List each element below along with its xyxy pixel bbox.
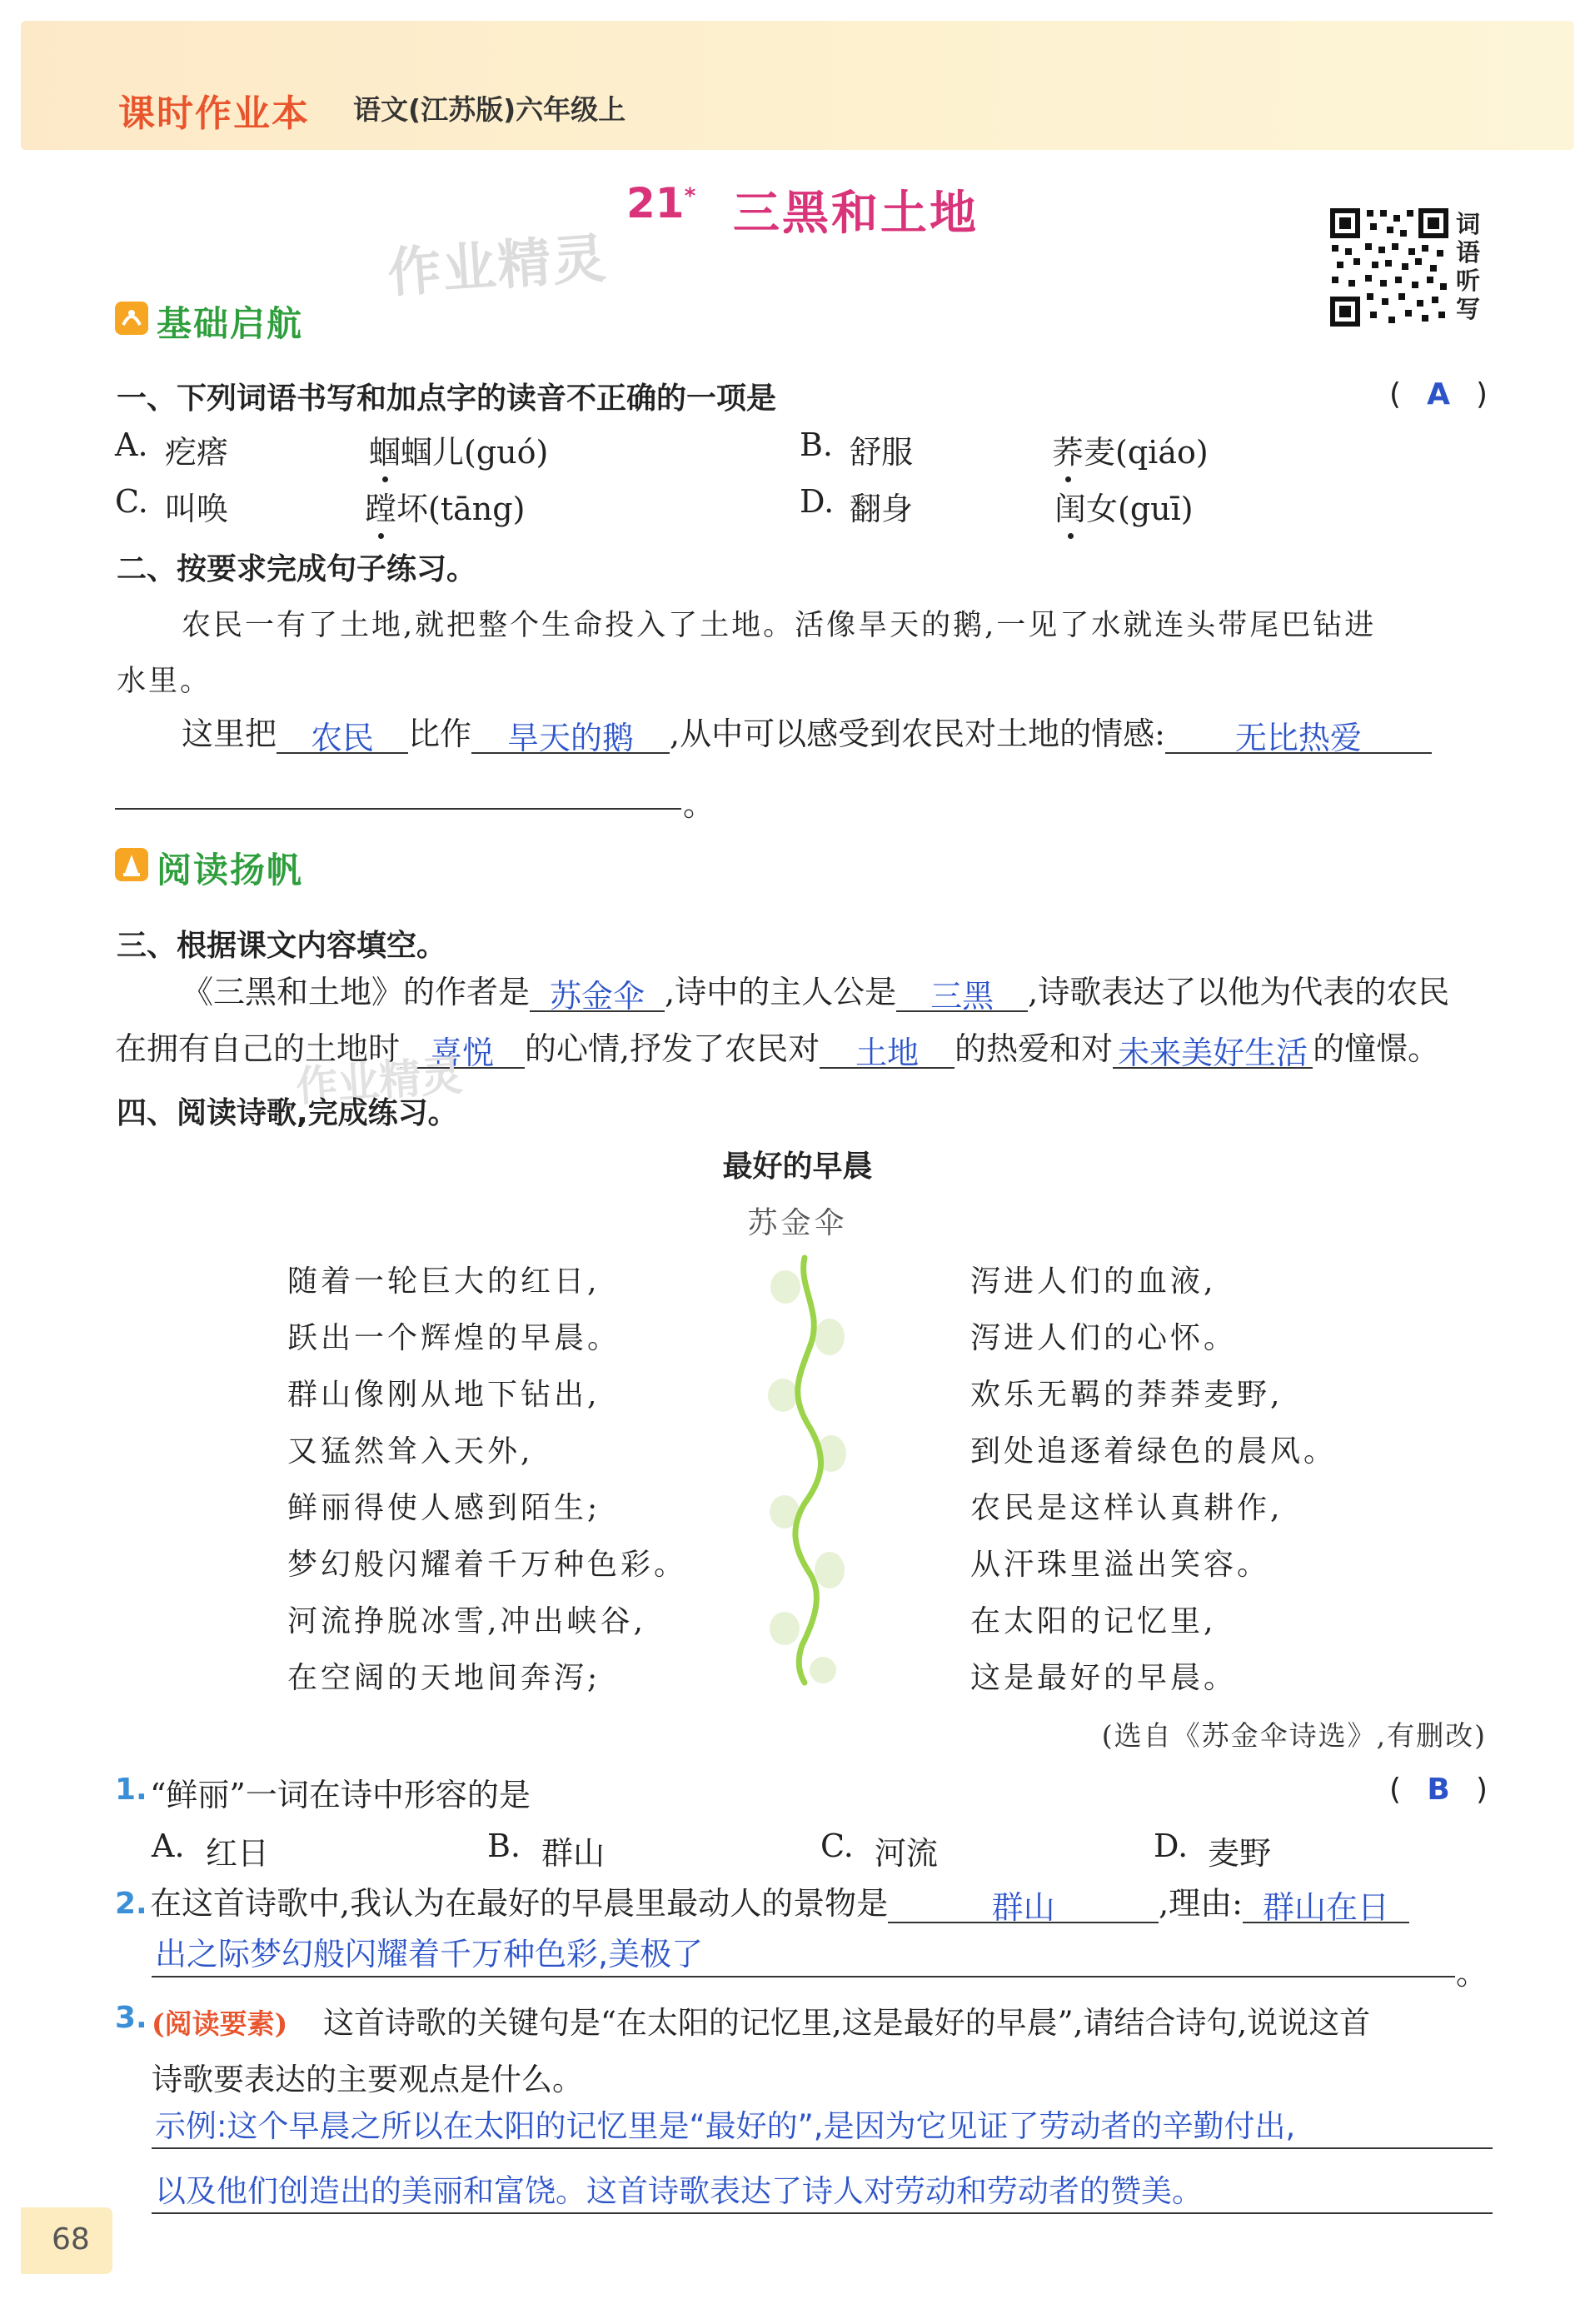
section-icon-basics	[115, 302, 148, 338]
sub2-answer[interactable]: 群山	[888, 1882, 1159, 1923]
poem-right-line: 泻进人们的心怀。	[970, 1321, 1238, 1355]
option-term	[1054, 483, 1194, 529]
sub2-number: 2.	[115, 1887, 147, 1921]
qr-caption	[1456, 210, 1484, 323]
q2-text-b: 比作	[408, 716, 472, 752]
sub2-period: 。	[1456, 1955, 1488, 1992]
q3-answer-5[interactable]: 未来美好生活	[1113, 1027, 1313, 1069]
sub3-prompt-line1: 这首诗歌的关键句是“在太阳的记忆里,这是最好的早晨”,请结合诗句,说说这首	[323, 2005, 1371, 2041]
q2-sentence-line1: 农民一有了土地,就把整个生命投入了土地。活像旱天的鹅,一见了水就连头带尾巴钻进	[182, 609, 1377, 642]
sub3-tag: (阅读要素)	[152, 2007, 288, 2040]
option-term	[365, 483, 525, 529]
option-word: 翻身	[850, 491, 914, 527]
option-label: B.	[487, 1828, 521, 1864]
q2-answer-3[interactable]: 无比热爱	[1165, 712, 1432, 754]
q3-text-2: ,诗中的主人公是	[665, 974, 897, 1010]
section-title-basics: 基础启航	[157, 303, 304, 344]
qr-code-image	[1328, 207, 1450, 328]
dotted-char: 蹚	[365, 491, 397, 527]
term-rest: 蝈儿(guó)	[401, 434, 549, 471]
q3-text-6: 的热爱和对	[955, 1030, 1114, 1067]
option-label: D.	[1154, 1828, 1189, 1864]
sub3-answer-line2[interactable]: 以及他们创造出的美丽和富饶。这首诗歌表达了诗人对劳动和劳动者的赞美。	[155, 2173, 1203, 2209]
lesson-star: *	[684, 183, 696, 209]
q3-answer-3[interactable]: 喜悦	[400, 1027, 525, 1069]
poem-right-line: 到处追逐着绿色的晨风。	[970, 1434, 1338, 1469]
sub1-prompt: “鲜丽”一词在诗中形容的是	[150, 1777, 531, 1813]
option-term	[369, 426, 548, 472]
q3-answer-1[interactable]: 苏金伞	[530, 970, 665, 1012]
poem-right-line: 农民是这样认真耕作,	[970, 1491, 1283, 1525]
q2-answer-1[interactable]: 农民	[277, 712, 408, 754]
watermark-2: 作业精灵	[294, 1051, 465, 1111]
q2-text-a: 这里把	[182, 716, 277, 752]
poem-left-line: 群山像刚从地下钻出,	[287, 1378, 601, 1412]
poem-right-line: 从汗珠里溢出笑容。	[970, 1548, 1271, 1582]
dotted-char: 蝈	[369, 434, 401, 471]
q3-text-1: 《三黑和土地》的作者是	[182, 974, 531, 1010]
poem-left-line: 梦幻般闪耀着千万种色彩。	[287, 1548, 688, 1582]
q1-answer-paren	[1389, 377, 1488, 411]
option-text: 麦野	[1208, 1835, 1272, 1872]
term-rest: 坏(tāng)	[396, 491, 526, 527]
poem-title: 最好的早晨	[722, 1150, 873, 1184]
poem-left-line: 又猛然耸入天外,	[287, 1434, 534, 1469]
sub1-options	[152, 1828, 1484, 1872]
option-label: D.	[800, 483, 835, 520]
option-text: 红日	[206, 1835, 270, 1872]
sub3-answer-rule-2[interactable]	[152, 2212, 1493, 2214]
paren-close: )	[1476, 377, 1488, 411]
q2-period: 。	[683, 786, 715, 823]
q2-answer-2[interactable]: 旱天的鹅	[471, 712, 670, 754]
qr-caption-char: 听	[1456, 267, 1481, 295]
poem-right-line: 这是最好的早晨。	[970, 1661, 1238, 1695]
poem-left-line: 鲜丽得使人感到陌生;	[287, 1491, 601, 1525]
poem-right-line: 欢乐无羁的莽莽麦野,	[970, 1378, 1283, 1412]
qr-caption-char: 词	[1456, 210, 1481, 238]
q4-prompt: 四、阅读诗歌,完成练习。	[117, 1096, 458, 1130]
option-word: 舒服	[850, 434, 914, 471]
sub2-prompt: 在这首诗歌中,我认为在最好的早晨里最动人的景物是	[150, 1885, 889, 1922]
watermark: 作业精灵	[386, 227, 610, 306]
section-icon-reading	[115, 848, 148, 885]
poem-right-line: 在太阳的记忆里,	[970, 1604, 1217, 1638]
sub3-answer-rule-1[interactable]	[152, 2147, 1493, 2149]
poem-right-line: 泻进人们的血液,	[970, 1264, 1217, 1299]
page-number: 68	[52, 2222, 90, 2257]
lesson-number	[626, 179, 695, 227]
dotted-char: 荞	[1052, 434, 1084, 471]
q3-text-4: 在拥有自己的土地时	[115, 1030, 401, 1067]
option-text: 群山	[541, 1835, 606, 1872]
q3-answer-4[interactable]: 土地	[820, 1027, 955, 1069]
poem-left-line: 跃出一个辉煌的早晨。	[287, 1321, 621, 1355]
term-rest: 女(guī)	[1086, 491, 1194, 527]
q1-prompt: 一、下列词语书写和加点字的读音不正确的一项是	[117, 382, 777, 416]
sub1-answer: B	[1427, 1773, 1450, 1807]
q3-answer-2[interactable]: 三黑	[896, 970, 1028, 1012]
book-subtitle: 语文(江苏版)六年级上	[353, 93, 626, 126]
q3-line1	[182, 966, 1450, 1015]
qr-caption-char: 语	[1456, 238, 1481, 267]
section-title-reading: 阅读扬帆	[157, 850, 304, 890]
q3-text-5: 的心情,抒发了农民对	[525, 1030, 820, 1067]
poem-left-line: 在空阔的天地间奔泻;	[287, 1661, 601, 1695]
q1-answer: A	[1427, 377, 1450, 411]
poem-source: (选自《苏金伞诗选》,有删改)	[1101, 1719, 1487, 1752]
paren-open: (	[1389, 1773, 1402, 1807]
q3-text-3: ,诗歌表达了以他为代表的农民	[1028, 974, 1450, 1010]
q2-text-c: ,从中可以感受到农民对土地的情感:	[670, 716, 1165, 752]
sub2-reason-part1[interactable]: 群山在日	[1243, 1882, 1409, 1923]
option-label: B.	[800, 426, 834, 463]
option-text: 河流	[875, 1835, 939, 1872]
poem-left-line: 随着一轮巨大的红日,	[287, 1264, 601, 1299]
paren-open: (	[1389, 377, 1402, 411]
q3-text-7: 的憧憬。	[1313, 1030, 1440, 1067]
sub3-number: 3.	[115, 2001, 147, 2035]
option-label: A.	[152, 1828, 185, 1864]
lesson-number-text: 21	[626, 179, 685, 227]
sub1-number: 1.	[115, 1773, 147, 1807]
q2-prompt: 二、按要求完成句子练习。	[117, 552, 477, 586]
sub2-reason-label: ,理由:	[1159, 1885, 1243, 1922]
option-word: 叫唤	[165, 491, 229, 527]
option-term	[1052, 426, 1209, 472]
sub3-answer-line1[interactable]: 示例:这个早晨之所以在太阳的记忆里是“最好的”,是因为它见证了劳动者的辛勤付出,	[155, 2108, 1296, 2144]
sub1-answer-paren	[1389, 1773, 1488, 1807]
q2-fill-row	[182, 708, 1432, 754]
option-label: C.	[820, 1828, 854, 1864]
vine-decoration	[765, 1254, 848, 1690]
q3-prompt: 三、根据课文内容填空。	[117, 929, 447, 963]
option-word: 疙瘩	[165, 434, 229, 471]
qr-caption-char: 写	[1456, 295, 1481, 323]
dotted-char: 闺	[1054, 491, 1087, 527]
q2-sentence-line2: 水里。	[117, 665, 212, 698]
lesson-title: 三黑和土地	[733, 187, 979, 241]
option-label: A.	[115, 426, 148, 463]
q1-option-a	[115, 426, 1531, 471]
sub3-prompt-line2: 诗歌要表达的主要观点是什么。	[152, 2062, 583, 2097]
option-label: C.	[115, 483, 148, 520]
q2-answer-line-2[interactable]	[115, 808, 681, 810]
q1-option-c	[115, 483, 1531, 527]
sub2-reason-part2[interactable]: 出之际梦幻般闪耀着千万种色彩,美极了	[155, 1936, 704, 1972]
brand-title: 课时作业本	[118, 92, 310, 135]
qr-code[interactable]	[1328, 207, 1450, 328]
poem-left-line: 河流挣脱冰雪,冲出峡谷,	[287, 1604, 646, 1638]
sub2-answer-line[interactable]	[152, 1976, 1455, 1977]
term-rest: 麦(qiáo)	[1084, 434, 1209, 471]
poem-author: 苏金伞	[747, 1206, 848, 1240]
paren-close: )	[1476, 1773, 1488, 1807]
sub2-line1	[150, 1878, 1409, 1926]
